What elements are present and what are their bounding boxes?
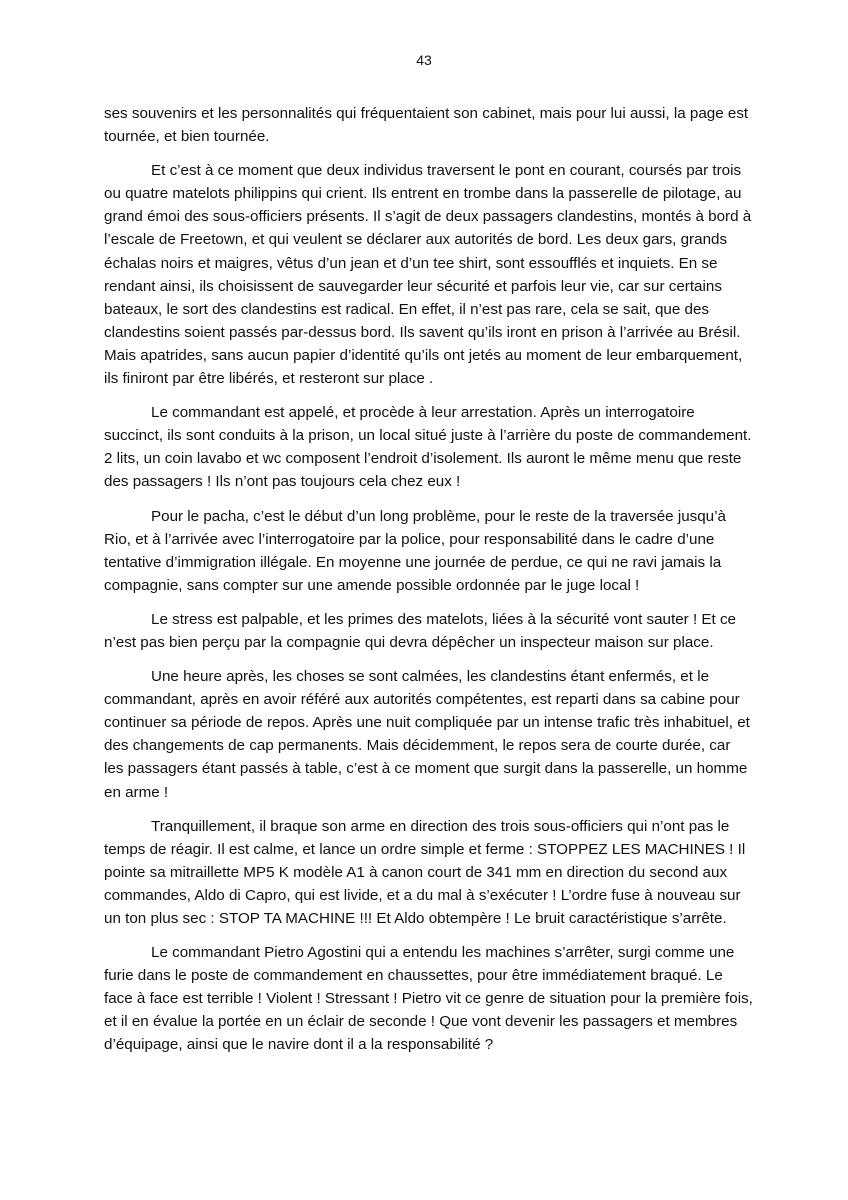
paragraph: Une heure après, les choses se sont calmées, les clandestins étant enfermés, et le commandant, après en avoir référé aux autorités compétentes, est reparti dans sa cabine pour continuer sa période de repos. Après une nuit compliquée par un intense trafic très inhabituel, et des changements de cap permanents. Mais décidemment, le repos sera de courte durée, car les passagers étant passés à table, c’est à ce moment que surgit dans la passerelle, un homme en arme ! xyxy=(104,668,750,801)
paragraph: Le commandant est appelé, et procède à leur arrestation. Après un interrogatoire succinct, ils sont conduits à la prison, un local situé juste à l’arrière du poste de commandement. 2 lits, un coin lavabo et wc composent l’endroit d’isolement. Ils auront le même menu que reste des passagers ! Ils n’ont pas toujours cela chez eux ! xyxy=(104,404,752,491)
paragraph: Pour le pacha, c’est le début d’un long problème, pour le reste de la traversée jusqu’à Rio, et à l’arrivée avec l’interrogatoire par la police, pour responsabilité dans le cadre d’une tentative d’immigration illégale. En moyenne une journée de perdue, ce qui ne ravi jamais la compagnie, sans compter sur une amende possible ordonnée par le juge local ! xyxy=(104,507,726,594)
paragraph: Et c’est à ce moment que deux individus traversent le pont en courant, coursés par trois ou quatre matelots philippins qui crient. Ils entrent en trombe dans la passerelle de pilotage, au grand émoi des sous-officiers présents. Il s’agit de deux passagers clandestins, montés à bord à l’escale de Freetown, et qui veulent se déclarer aux autorités de bord. Les deux gars, grands échalas noirs et maigres, vêtus d’un jean et d’un tee shirt, sont essoufflés et inquiets. En se rendant ainsi, ils choisissent de sauvegarder leur sécurité et parfois leur vie, car sur certains bateaux, le sort des clandestins est radical. En effet, il n’est pas rare, cela se sait, que des clandestins soient passés par-dessus bord. Ils savent qu’ils iront en prison à l’arrivée au Brésil. Mais apatrides, sans aucun papier d’identité qu’ils ont jetés au moment de leur embarquement, ils finiront par être libérés, et resteront sur place . xyxy=(104,162,752,388)
paragraph: Tranquillement, il braque son arme en direction des trois sous-officiers qui n’ont pas le temps de réagir. Il est calme, et lance un ordre simple et ferme : STOPPEZ LES MACHINES ! Il pointe sa mitraillette MP5 K modèle A1 à canon court de 341 mm en direction du second aux commandes, Aldo di Capro, qui est livide, et a du mal à s’exécuter ! L’ordre fuse à nouveau sur un ton plus sec : STOP TA MACHINE !!! Et Aldo obtempère ! Le bruit caractéristique s’arrête. xyxy=(104,817,746,927)
paragraph: ses souvenirs et les personnalités qui fréquentaient son cabinet, mais pour lui aussi, la page est tournée, et bien tournée. xyxy=(104,105,749,146)
paragraph: Le commandant Pietro Agostini qui a entendu les machines s’arrêter, surgi comme une furie dans le poste de commandement en chaussettes, pour être immédiatement braqué. Le face à face est terrible ! Violent ! Stressant ! Pietro vit ce genre de situation pour la première fois, et il en évalue la portée en un éclair de seconde ! Que vont devenir les passagers et membres d’équipage, ainsi que le navire dont il a la responsabilité ? xyxy=(104,944,753,1054)
paragraph: Le stress est palpable, et les primes des matelots, liées à la sécurité vont sauter ! Et ce n’est pas bien perçu par la compagnie qui devra dépêcher un inspecteur maison sur place. xyxy=(104,610,737,651)
page-number: 43 xyxy=(416,52,432,68)
body-text xyxy=(104,102,754,1068)
